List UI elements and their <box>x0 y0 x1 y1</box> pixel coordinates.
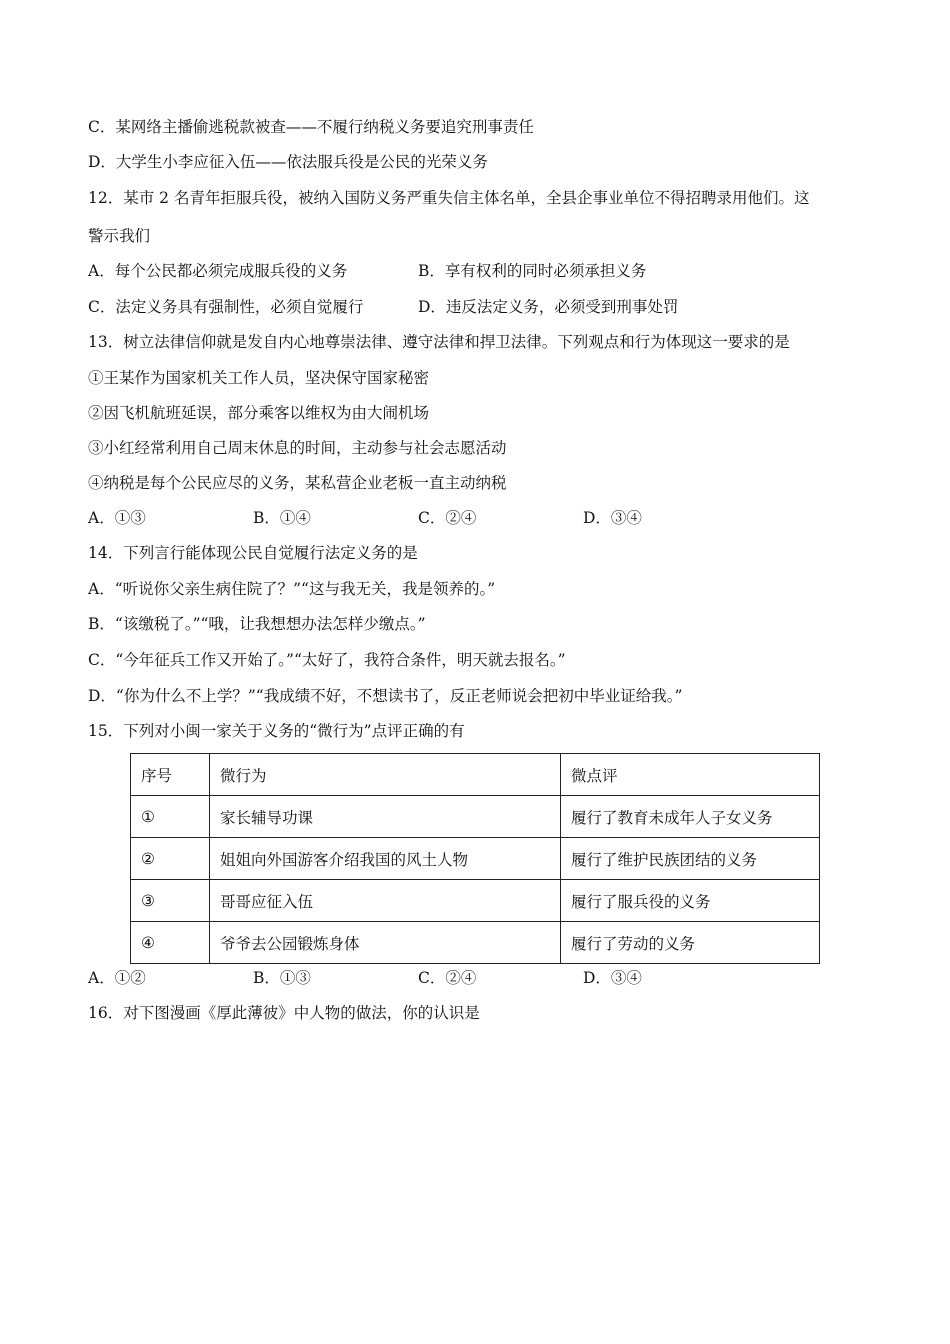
q13-option-a: A．①③ <box>88 509 146 527</box>
row-comment: 履行了劳动的义务 <box>561 922 820 964</box>
q13-option-b: B．①④ <box>253 509 311 527</box>
row-comment: 履行了服兵役的义务 <box>561 880 820 922</box>
table-row <box>131 880 820 922</box>
q11-option-c: C．某网络主播偷逃税款被查——不履行纳税义务要追究刑事责任 <box>88 118 534 136</box>
q11-option-d: D．大学生小李应征入伍——依法服兵役是公民的光荣义务 <box>88 153 488 171</box>
q12-option-a: A．每个公民都必须完成服兵役的义务 <box>88 262 348 280</box>
q12-option-d: D．违反法定义务，必须受到刑事处罚 <box>418 298 679 316</box>
table-row <box>131 838 820 880</box>
row-index: ① <box>131 796 210 838</box>
q14-option-d: D．“你为什么不上学？”“我成绩不好，不想读书了，反正老师说会把初中毕业证给我。” <box>88 687 683 705</box>
row-index: ④ <box>131 922 210 964</box>
q15-option-d: D．③④ <box>583 969 642 987</box>
row-index: ② <box>131 838 210 880</box>
row-behavior: 姐姐向外国游客介绍我国的风土人物 <box>210 838 561 880</box>
q12-stem-line2: 警示我们 <box>88 227 151 245</box>
q15-option-c: C．②④ <box>418 969 477 987</box>
table-header-row <box>131 754 820 796</box>
row-behavior: 家长辅导功课 <box>210 796 561 838</box>
q13-option-c: C．②④ <box>418 509 477 527</box>
q13-item-1: ①王某作为国家机关工作人员，坚决保守国家秘密 <box>88 369 430 387</box>
q12-option-b: B．享有权利的同时必须承担义务 <box>418 262 647 280</box>
q15-option-b: B．①③ <box>253 969 311 987</box>
row-behavior: 哥哥应征入伍 <box>210 880 561 922</box>
header-behavior: 微行为 <box>210 754 561 796</box>
q12-option-c: C．法定义务具有强制性，必须自觉履行 <box>88 298 364 316</box>
q14-option-a: A．“听说你父亲生病住院了？”“这与我无关，我是领养的。” <box>88 580 496 598</box>
row-comment: 履行了教育未成年人子女义务 <box>561 796 820 838</box>
q12-stem-line1: 12．某市 2 名青年拒服兵役，被纳入国防义务严重失信主体名单，全县企事业单位不得招聘录用他们。这 <box>88 189 810 207</box>
row-index: ③ <box>131 880 210 922</box>
row-comment: 履行了维护民族团结的义务 <box>561 838 820 880</box>
q15-stem: 15．下列对小闽一家关于义务的“微行为”点评正确的有 <box>88 722 465 740</box>
table-row <box>131 922 820 964</box>
header-index: 序号 <box>131 754 210 796</box>
q13-item-2: ②因飞机航班延误，部分乘客以维权为由大闹机场 <box>88 404 430 422</box>
q15-table <box>130 753 820 964</box>
q14-option-b: B．“该缴税了。”“哦，让我想想办法怎样少缴点。” <box>88 615 426 633</box>
q15-option-a: A．①② <box>88 969 146 987</box>
q13-item-3: ③小红经常利用自己周末休息的时间，主动参与社会志愿活动 <box>88 439 507 457</box>
header-comment: 微点评 <box>561 754 820 796</box>
q13-stem: 13．树立法律信仰就是发自内心地尊崇法律、遵守法律和捍卫法律。下列观点和行为体现这一要求的是 <box>88 333 790 351</box>
q13-item-4: ④纳税是每个公民应尽的义务，某私营企业老板一直主动纳税 <box>88 474 507 492</box>
q16-stem: 16．对下图漫画《厚此薄彼》中人物的做法，你的认识是 <box>88 1004 480 1022</box>
row-behavior: 爷爷去公园锻炼身体 <box>210 922 561 964</box>
q14-option-c: C．“今年征兵工作又开始了。”“太好了，我符合条件，明天就去报名。” <box>88 651 566 669</box>
q13-option-d: D．③④ <box>583 509 642 527</box>
table-row <box>131 796 820 838</box>
q14-stem: 14．下列言行能体现公民自觉履行法定义务的是 <box>88 544 418 562</box>
